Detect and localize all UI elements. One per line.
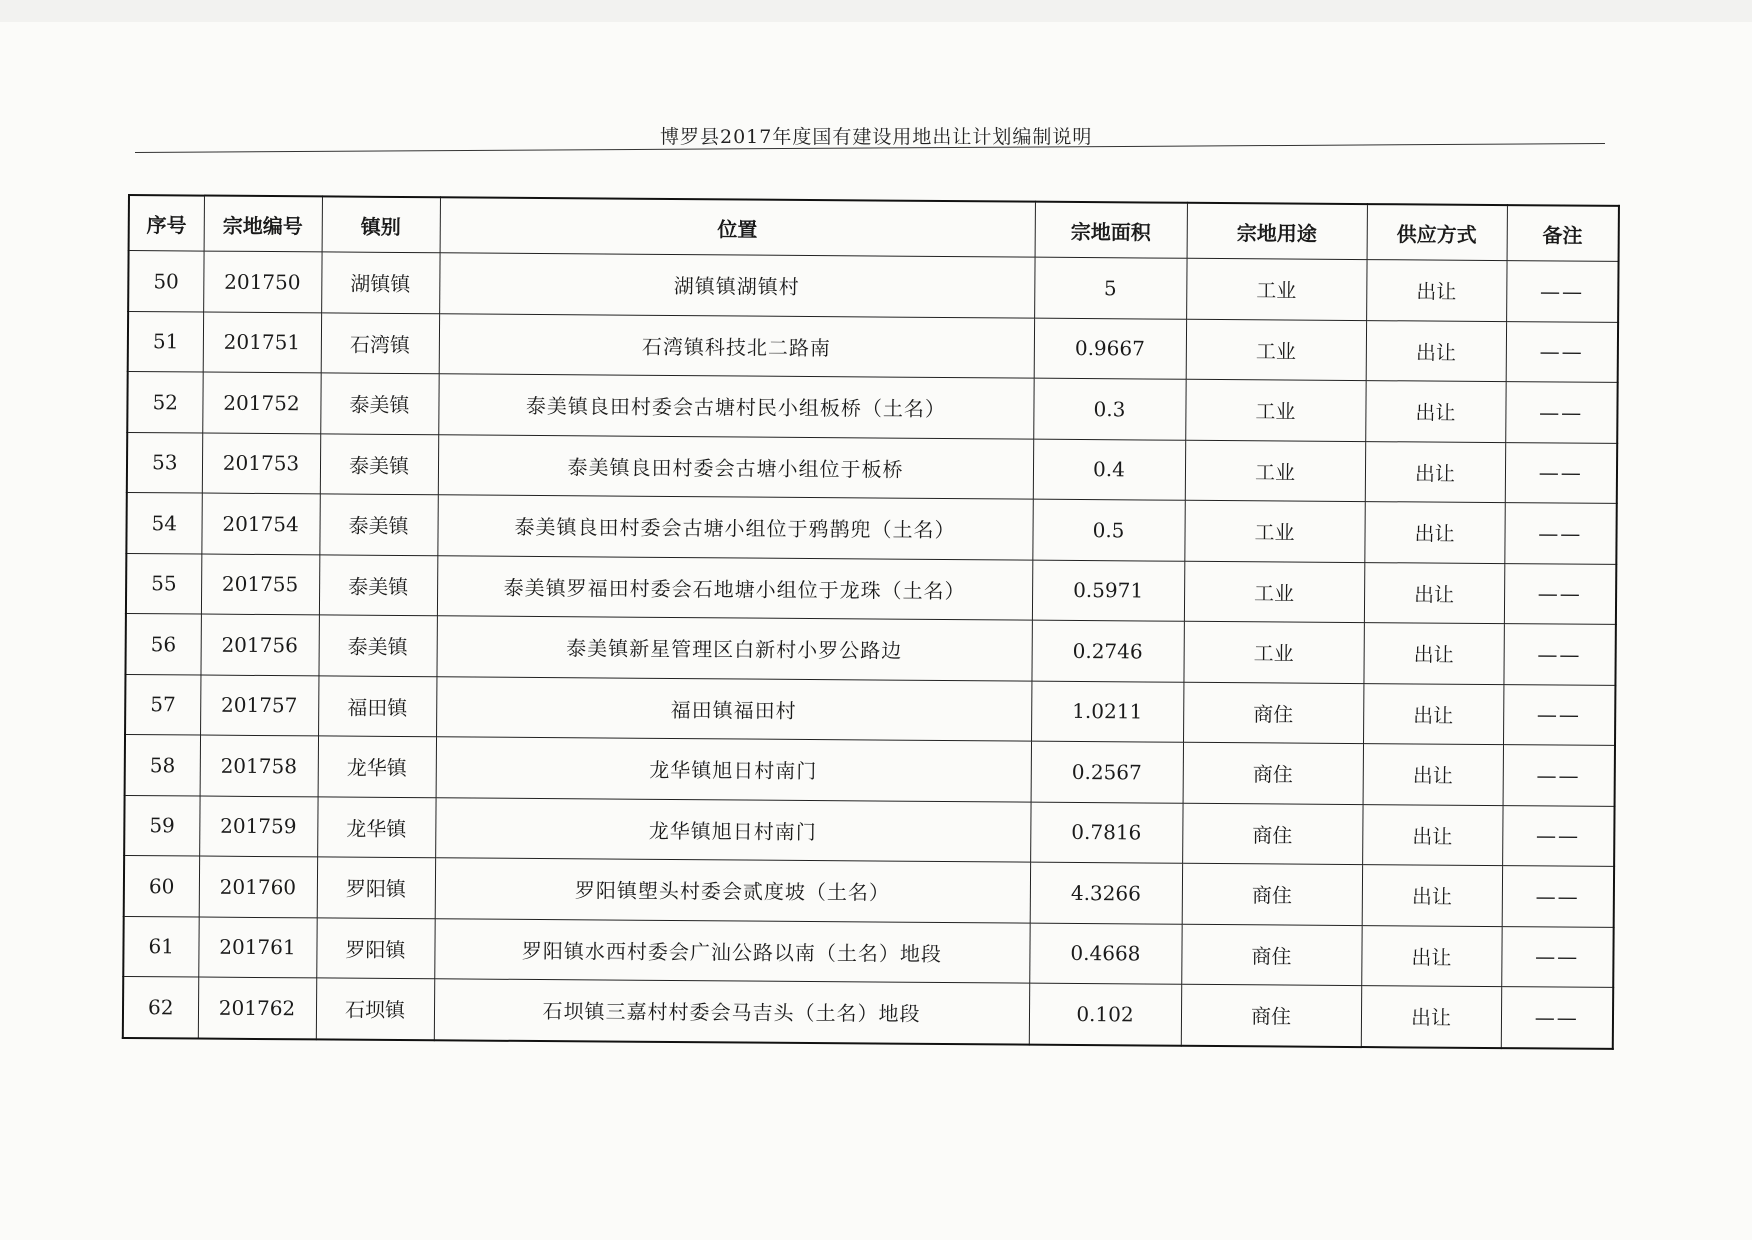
cell-serial: 50 <box>128 251 203 312</box>
cell-usage: 工业 <box>1185 440 1365 502</box>
cell-parcel-id: 201752 <box>202 372 320 433</box>
table-row <box>123 976 1613 1048</box>
cell-usage: 商住 <box>1181 924 1361 986</box>
cell-remarks: —— <box>1505 382 1617 443</box>
column-header-supply-method: 供应方式 <box>1367 204 1507 261</box>
cell-location: 湖镇镇湖镇村 <box>439 253 1034 318</box>
table-row <box>127 372 1617 443</box>
table-row <box>124 795 1614 866</box>
cell-parcel-id: 201759 <box>199 796 317 857</box>
cell-serial: 51 <box>128 311 203 372</box>
cell-supply-method: 出让 <box>1361 986 1501 1048</box>
table-row <box>124 855 1614 926</box>
cell-area: 1.0211 <box>1031 681 1183 743</box>
cell-parcel-id: 201758 <box>200 735 318 796</box>
cell-supply-method: 出让 <box>1365 441 1505 503</box>
cell-parcel-id: 201760 <box>199 856 317 917</box>
cell-parcel-id: 201756 <box>200 614 318 675</box>
cell-supply-method: 出让 <box>1366 320 1506 382</box>
cell-usage: 商住 <box>1183 682 1363 744</box>
cell-area: 0.5971 <box>1032 560 1184 622</box>
cell-area: 0.102 <box>1029 983 1181 1045</box>
cell-usage: 工业 <box>1185 379 1365 441</box>
cell-serial: 57 <box>125 674 200 735</box>
cell-supply-method: 出让 <box>1362 804 1502 866</box>
cell-town: 龙华镇 <box>318 736 436 797</box>
cell-serial: 62 <box>123 976 198 1038</box>
cell-remarks: —— <box>1504 503 1616 564</box>
cell-serial: 59 <box>124 795 199 856</box>
cell-remarks: —— <box>1503 624 1615 685</box>
cell-location: 泰美镇新星管理区白新村小罗公路边 <box>436 616 1031 681</box>
cell-usage: 商住 <box>1182 863 1362 925</box>
cell-parcel-id: 201751 <box>203 312 321 373</box>
cell-remarks: —— <box>1504 563 1616 624</box>
table-row <box>125 674 1615 745</box>
table-row <box>128 311 1618 382</box>
column-header-location: 位置 <box>440 197 1035 257</box>
document-page <box>0 22 1752 1240</box>
cell-remarks: —— <box>1506 261 1618 322</box>
table-row <box>126 492 1616 563</box>
cell-remarks: —— <box>1501 987 1613 1049</box>
cell-remarks: —— <box>1502 805 1614 866</box>
cell-location: 泰美镇良田村委会古塘村民小组板桥（土名） <box>438 374 1033 439</box>
cell-remarks: —— <box>1501 926 1613 987</box>
cell-supply-method: 出让 <box>1363 683 1503 745</box>
cell-usage: 工业 <box>1186 319 1366 381</box>
cell-area: 4.3266 <box>1030 862 1182 924</box>
land-plan-table <box>122 194 1620 1049</box>
cell-usage: 工业 <box>1186 258 1366 320</box>
cell-serial: 56 <box>125 613 200 674</box>
table-row <box>126 553 1616 624</box>
column-header-parcel-id: 宗地编号 <box>204 196 322 252</box>
cell-location: 泰美镇罗福田村委会石地塘小组位于龙珠（土名） <box>437 555 1032 620</box>
cell-remarks: —— <box>1503 745 1615 806</box>
cell-usage: 工业 <box>1184 561 1364 623</box>
column-header-town: 镇别 <box>322 196 440 252</box>
table-body <box>123 251 1619 1049</box>
cell-town: 泰美镇 <box>319 494 437 555</box>
cell-supply-method: 出让 <box>1363 744 1503 806</box>
cell-area: 0.3 <box>1033 378 1185 440</box>
cell-area: 0.5 <box>1032 499 1184 561</box>
table-row <box>128 251 1618 322</box>
cell-parcel-id: 201753 <box>202 433 320 494</box>
cell-area: 0.7816 <box>1030 802 1182 864</box>
column-header-serial: 序号 <box>129 195 204 251</box>
cell-serial: 54 <box>126 492 201 553</box>
cell-location: 罗阳镇水西村委会广汕公路以南（土名）地段 <box>434 918 1029 983</box>
cell-parcel-id: 201754 <box>201 493 319 554</box>
cell-supply-method: 出让 <box>1364 502 1504 564</box>
column-header-remarks: 备注 <box>1507 205 1619 261</box>
page-header-title: 博罗县2017年度国有建设用地出让计划编制说明 <box>660 126 1093 148</box>
cell-area: 0.2746 <box>1031 620 1183 682</box>
cell-serial: 61 <box>123 916 198 977</box>
cell-location: 泰美镇良田村委会古塘小组位于鸦鹊兜（土名） <box>437 495 1032 560</box>
cell-location: 泰美镇良田村委会古塘小组位于板桥 <box>438 434 1033 499</box>
cell-serial: 53 <box>127 432 202 493</box>
cell-town: 石湾镇 <box>321 312 439 373</box>
cell-remarks: —— <box>1502 866 1614 927</box>
table-row <box>125 613 1615 684</box>
cell-usage: 商住 <box>1183 742 1363 804</box>
cell-area: 5 <box>1034 257 1186 319</box>
cell-location: 龙华镇旭日村南门 <box>435 797 1030 862</box>
cell-location: 福田镇福田村 <box>436 676 1031 741</box>
cell-serial: 60 <box>124 855 199 916</box>
cell-usage: 商住 <box>1181 984 1361 1046</box>
table-row <box>127 432 1617 503</box>
cell-town: 泰美镇 <box>320 373 438 434</box>
cell-remarks: —— <box>1506 321 1618 382</box>
column-header-usage: 宗地用途 <box>1187 203 1367 260</box>
cell-town: 泰美镇 <box>319 554 437 615</box>
table-row <box>123 916 1613 987</box>
cell-town: 福田镇 <box>318 675 436 736</box>
cell-town: 泰美镇 <box>320 433 438 494</box>
cell-parcel-id: 201761 <box>198 917 316 978</box>
cell-town: 罗阳镇 <box>316 917 434 978</box>
cell-location: 罗阳镇塱头村委会贰度坡（土名） <box>435 858 1030 923</box>
table-row <box>125 734 1615 805</box>
cell-parcel-id: 201755 <box>201 554 319 615</box>
cell-area: 0.4 <box>1033 439 1185 501</box>
cell-remarks: —— <box>1503 684 1615 745</box>
cell-parcel-id: 201757 <box>200 675 318 736</box>
cell-location: 石坝镇三嘉村村委会马吉头（土名）地段 <box>434 979 1029 1044</box>
cell-town: 石坝镇 <box>316 978 434 1040</box>
cell-town: 罗阳镇 <box>317 857 435 918</box>
cell-area: 0.9667 <box>1034 318 1186 380</box>
cell-town: 泰美镇 <box>318 615 436 676</box>
cell-parcel-id: 201762 <box>198 977 316 1039</box>
cell-town: 龙华镇 <box>317 796 435 857</box>
cell-area: 0.4668 <box>1029 923 1181 985</box>
cell-supply-method: 出让 <box>1363 623 1503 685</box>
cell-remarks: —— <box>1505 442 1617 503</box>
cell-area: 0.2567 <box>1031 741 1183 803</box>
cell-supply-method: 出让 <box>1364 562 1504 624</box>
cell-parcel-id: 201750 <box>203 251 321 312</box>
cell-supply-method: 出让 <box>1366 260 1506 322</box>
cell-serial: 58 <box>125 734 200 795</box>
cell-serial: 52 <box>127 372 202 433</box>
cell-supply-method: 出让 <box>1362 865 1502 927</box>
cell-location: 石湾镇科技北二路南 <box>439 313 1034 378</box>
table-container <box>122 194 1618 1049</box>
cell-serial: 55 <box>126 553 201 614</box>
cell-supply-method: 出让 <box>1361 925 1501 987</box>
cell-location: 龙华镇旭日村南门 <box>436 737 1031 802</box>
cell-usage: 工业 <box>1184 500 1364 562</box>
cell-supply-method: 出让 <box>1365 381 1505 443</box>
cell-town: 湖镇镇 <box>321 252 439 313</box>
cell-usage: 商住 <box>1182 803 1362 865</box>
cell-usage: 工业 <box>1183 621 1363 683</box>
column-header-area: 宗地面积 <box>1035 202 1187 259</box>
